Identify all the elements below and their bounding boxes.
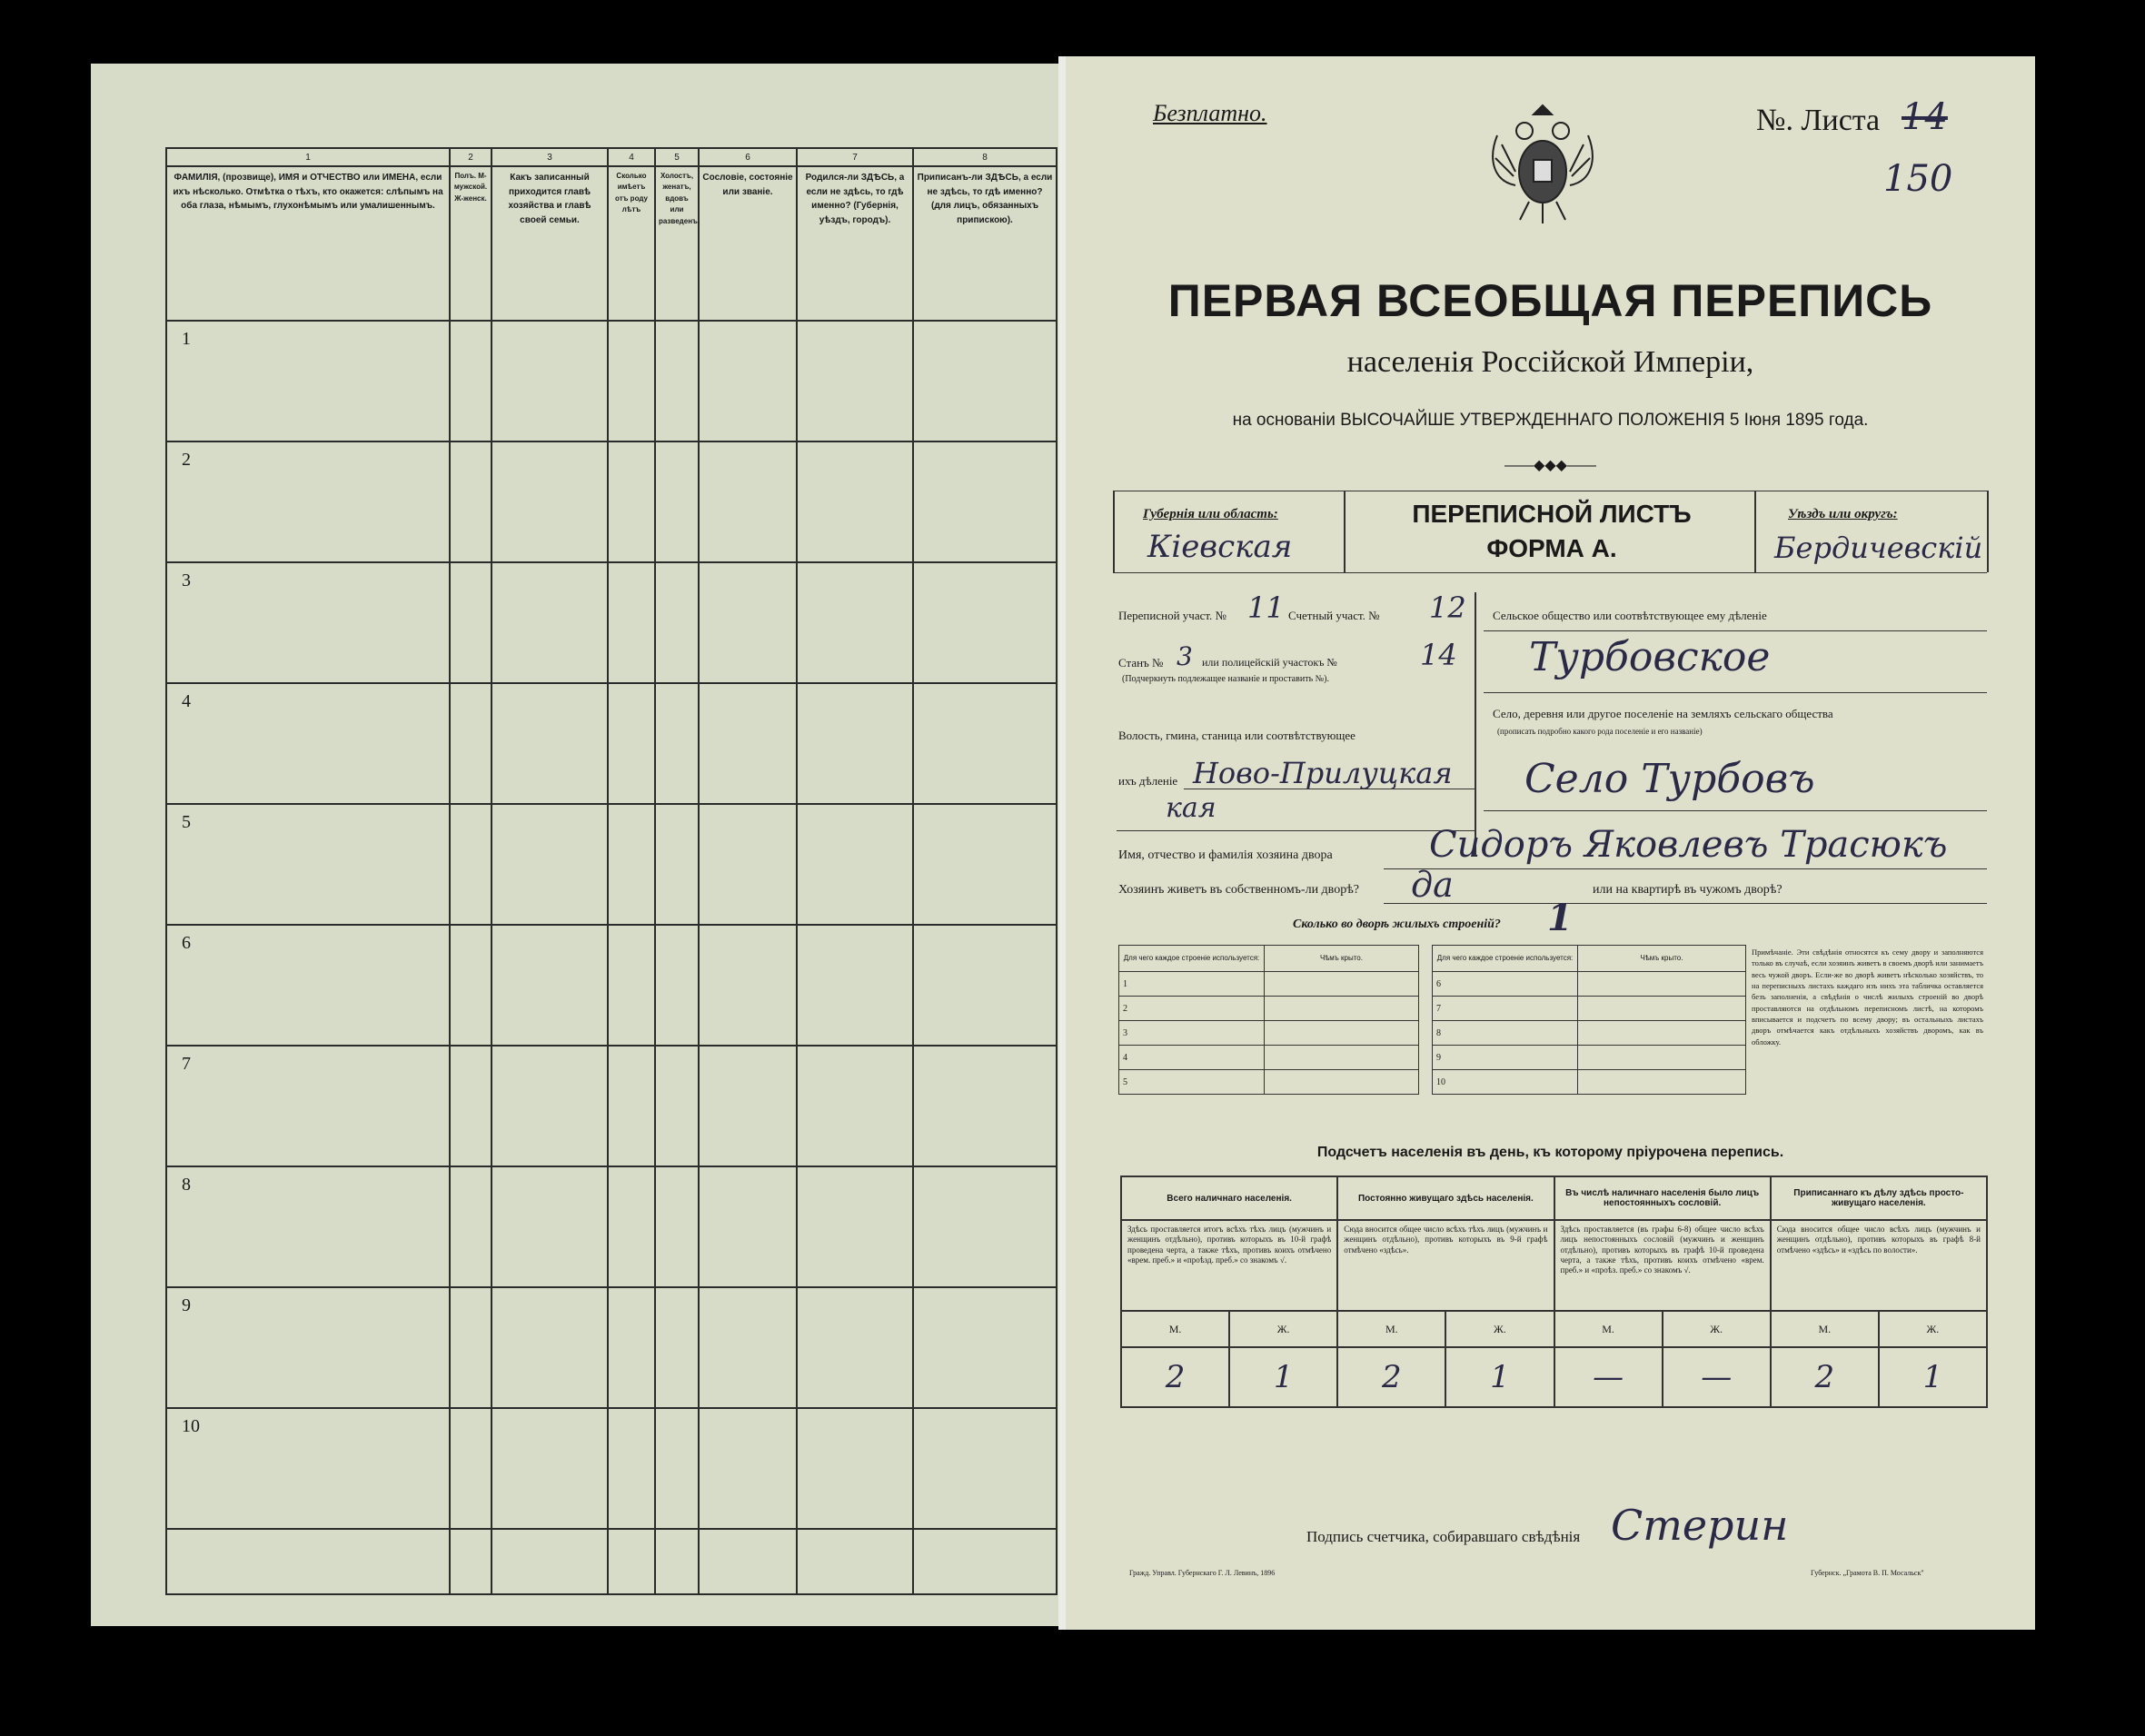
- table-cell: [450, 562, 492, 683]
- table-cell: [913, 925, 1057, 1046]
- building-number: 2: [1119, 997, 1265, 1021]
- table-cell: [608, 1287, 655, 1408]
- row-number: 1: [166, 321, 450, 441]
- table-row: [166, 1166, 1057, 1287]
- building-number: 8: [1433, 1021, 1578, 1046]
- volost-value-1: Ново-Прилуцкая: [1193, 756, 1453, 790]
- stan-label: Станъ №: [1118, 656, 1164, 670]
- total-male-value: 2: [1121, 1347, 1229, 1407]
- table-cell: [797, 1166, 913, 1287]
- building-number: 6: [1433, 972, 1578, 997]
- header-estate: Сословіе, состояніе или званіе.: [699, 166, 797, 321]
- table-cell: [797, 562, 913, 683]
- volost-value-2: кая: [1166, 792, 1216, 824]
- table-cell: [699, 321, 797, 441]
- building-roof: [1265, 1021, 1419, 1046]
- table-cell: [450, 1408, 492, 1529]
- building-roof: [1578, 1070, 1746, 1095]
- building-roof: [1265, 1070, 1419, 1095]
- volost-label: Волость, гмина, станица или соотвѣтствующее: [1118, 729, 1356, 742]
- census-section-label: Переписной участ. №: [1118, 609, 1226, 622]
- population-count-table: [1120, 1176, 1988, 1408]
- village-note: (прописать подробно какого рода поселеніе и его названіе): [1497, 727, 1703, 736]
- table-cell: [608, 683, 655, 804]
- table-cell: [655, 321, 699, 441]
- table-cell: [655, 683, 699, 804]
- count-section-label: Счетный участ. №: [1288, 609, 1380, 622]
- table-cell: [699, 925, 797, 1046]
- permanent-male-value: 2: [1337, 1347, 1445, 1407]
- building-roof: [1578, 997, 1746, 1021]
- census-title: ПЕРВАЯ ВСЕОБЩАЯ ПЕРЕПИСЬ: [1167, 275, 1933, 326]
- count-header-permanent: Постоянно живущаго здѣсь населенія.: [1337, 1176, 1554, 1220]
- count-title: Подсчетъ населенія въ день, къ которому пріурочена перепись.: [1316, 1145, 1784, 1160]
- header-marital: Холостъ, женатъ, вдовъ или разведенъ.: [655, 166, 699, 321]
- building-roof: [1265, 972, 1419, 997]
- table-cell: [655, 441, 699, 562]
- male-label: М.: [1554, 1311, 1663, 1347]
- table-cell: [699, 683, 797, 804]
- spacer: [1419, 1046, 1433, 1070]
- table-cell: [797, 804, 913, 925]
- building-roof: [1578, 1046, 1746, 1070]
- table-cell: [797, 321, 913, 441]
- free-label: Безплатно.: [1153, 100, 1267, 126]
- owner-label: Имя, отчество и фамилія хозяина двора: [1118, 848, 1333, 862]
- table-cell: [608, 1166, 655, 1287]
- column-header-row: [166, 166, 1057, 321]
- census-section-value: 11: [1247, 590, 1285, 625]
- table-cell: [699, 441, 797, 562]
- table-cell: [492, 441, 608, 562]
- spacer: [1419, 1070, 1433, 1095]
- printer-footer-right: Губернск. „Грамота В. П. Мосальск": [1811, 1569, 1924, 1577]
- table-cell: [608, 441, 655, 562]
- table-cell: [608, 804, 655, 925]
- female-label: Ж.: [1229, 1311, 1337, 1347]
- spacer: [1419, 1021, 1433, 1046]
- table-cell: [608, 925, 655, 1046]
- male-label: М.: [1337, 1311, 1445, 1347]
- table-cell: [699, 1046, 797, 1166]
- table-cell: [450, 925, 492, 1046]
- table-row: [166, 683, 1057, 804]
- spacer: [1419, 972, 1433, 997]
- lives-own-value: да: [1411, 865, 1454, 905]
- table-cell: [492, 925, 608, 1046]
- table-cell: [699, 1287, 797, 1408]
- female-label: Ж.: [1879, 1311, 1987, 1347]
- spacer: [1419, 997, 1433, 1021]
- header-age: Сколько имѣетъ отъ роду лѣтъ: [608, 166, 655, 321]
- row-number: 3: [166, 562, 450, 683]
- table-cell: [450, 1287, 492, 1408]
- male-label: М.: [1771, 1311, 1879, 1347]
- signature-value: Стерин: [1611, 1501, 1789, 1550]
- table-cell: [913, 1408, 1057, 1529]
- table-cell: [913, 1287, 1057, 1408]
- column-number: 3: [492, 148, 608, 166]
- row-number: 2: [166, 441, 450, 562]
- table-row: [166, 1287, 1057, 1408]
- stan-value: 3: [1177, 641, 1193, 671]
- table-cell: [450, 683, 492, 804]
- building-roof-header: Чѣмъ крыто.: [1265, 946, 1419, 972]
- table-cell: [450, 804, 492, 925]
- row-number: 5: [166, 804, 450, 925]
- table-row: [166, 804, 1057, 925]
- owner-value: Сидоръ Яковлевъ Трасюкъ: [1429, 824, 1948, 866]
- volost-label-2: ихъ дѣленіе: [1118, 774, 1178, 788]
- uezd-value: Бердичевскій: [1774, 531, 1983, 565]
- building-roof: [1578, 1021, 1746, 1046]
- row-number: 8: [166, 1166, 450, 1287]
- table-row: [166, 562, 1057, 683]
- buildings-note: Примѣчаніе. Эти свѣдѣнія относятся къ сему двору и заполняются только въ случаѣ, если хозяинъ живетъ в своемъ дворѣ или занимаетъ весь чужой дворъ. Если-же во дворѣ живетъ нѣсколько хозяйствъ, то на переписныхъ листахъ каждаго изъ нихъ эта табличка оставляется безъ заполненія, а свѣдѣнія о числѣ жилыхъ строеній во дворѣ проставляются на отдѣльномъ переписномъ листѣ, на которомъ вписывается и подсчетъ по всему двору; въ остальныхъ листахъ дворъ отмѣчается какъ отдѣльныхъ хозяйствъ дворомъ, как въ обложку.: [1752, 947, 1983, 1047]
- row-number: 9: [166, 1287, 450, 1408]
- table-cell: [492, 1287, 608, 1408]
- count-desc-registered: Сюда вносится общее число всѣхъ лицъ (мужчинъ и женщинъ отдѣльно), противъ которыхъ въ графѣ 8-й отмѣчено «здѣсь» и «здѣсь по волости».: [1771, 1220, 1987, 1311]
- table-cell: [450, 321, 492, 441]
- header-registration: Приписанъ-ли ЗДѢСЬ, а если не здѣсь, то гдѣ именно? (для лицъ, обязанныхъ припискою).: [913, 166, 1057, 321]
- table-cell: [913, 804, 1057, 925]
- lives-own-label: Хозяинъ живетъ въ собственномъ-ли дворѣ?: [1118, 883, 1360, 897]
- building-roof: [1578, 972, 1746, 997]
- table-cell: [450, 1046, 492, 1166]
- table-row: [166, 1408, 1057, 1529]
- gubernia-value: Кіевская: [1147, 529, 1293, 565]
- building-number: 7: [1433, 997, 1578, 1021]
- count-header-transient: Въ числѣ наличнаго населенія было лицъ непостоянныхъ сословій.: [1554, 1176, 1771, 1220]
- table-cell: [655, 562, 699, 683]
- table-cell: [797, 925, 913, 1046]
- female-label: Ж.: [1445, 1311, 1554, 1347]
- table-cell: [699, 1166, 797, 1287]
- permanent-female-value: 1: [1445, 1347, 1554, 1407]
- table-cell: [655, 1408, 699, 1529]
- header-relation: Какъ записанный приходится главѣ хозяйства и главѣ своей семьи.: [492, 166, 608, 321]
- table-cell: [913, 683, 1057, 804]
- table-cell: [699, 804, 797, 925]
- society-label: Сельское общество или соотвѣтствующее ему дѣленіе: [1493, 609, 1767, 622]
- society-value: Турбовское: [1529, 634, 1771, 680]
- table-cell: [655, 804, 699, 925]
- column-number-row: [166, 148, 1057, 166]
- female-label: Ж.: [1663, 1311, 1771, 1347]
- table-cell: [699, 1408, 797, 1529]
- village-value: Село Турбовъ: [1524, 756, 1815, 802]
- left-page: [91, 64, 1058, 1626]
- column-number: 5: [655, 148, 699, 166]
- table-cell: [797, 1046, 913, 1166]
- table-cell: [492, 562, 608, 683]
- building-row: [1119, 997, 1746, 1021]
- building-row: [1119, 1021, 1746, 1046]
- table-cell: [492, 1046, 608, 1166]
- table-cell: [608, 1046, 655, 1166]
- table-cell: [608, 562, 655, 683]
- count-header-registered: Приписаннаго къ дѣлу здѣсь просто- живущаго населенія.: [1771, 1176, 1987, 1220]
- form-title-2: ФОРМА А.: [1486, 534, 1617, 562]
- table-cell: [913, 562, 1057, 683]
- total-female-value: 1: [1229, 1347, 1337, 1407]
- building-number: 9: [1433, 1046, 1578, 1070]
- signature-label: Подпись счетчика, собиравшаго свѣдѣнія: [1306, 1528, 1581, 1545]
- header-birthplace: Родился-ли ЗДѢСЬ, а если не здѣсь, то гдѣ именно? (Губернія, уѣздъ, городъ).: [797, 166, 913, 321]
- row-number: 4: [166, 683, 450, 804]
- column-number: 4: [608, 148, 655, 166]
- right-page: [1058, 56, 2035, 1630]
- building-roof-header: Чѣмъ крыто.: [1578, 946, 1746, 972]
- buildings-label: Сколько во дворѣ жилыхъ строеній?: [1293, 918, 1501, 931]
- table-cell: [913, 321, 1057, 441]
- table-cell: [492, 321, 608, 441]
- count-desc-transient: Здѣсь проставляется (въ графы 6-8) общее число всѣхъ лицъ непостоянныхъ сословій (мужчинъ и женщинъ отдѣльно), противъ которыхъ въ графѣ 10-й проведена черта, а также тѣхъ, противъ коихъ отмѣчено «врем. преб.» и «проѣз. преб.» со знакомъ √.: [1554, 1220, 1771, 1311]
- village-label: Село, деревня или другое поселеніе на земляхъ сельскаго общества: [1493, 707, 1833, 720]
- uezd-label: Уѣздъ или округъ:: [1788, 507, 1898, 521]
- registered-male-value: 2: [1771, 1347, 1879, 1407]
- column-number: 2: [450, 148, 492, 166]
- table-cell: [655, 925, 699, 1046]
- column-number: 7: [797, 148, 913, 166]
- building-number: 10: [1433, 1070, 1578, 1095]
- table-cell: [699, 562, 797, 683]
- census-basis: на основаніи ВЫСОЧАЙШЕ УТВЕРЖДЕННАГО ПОЛОЖЕНІЯ 5 Іюня 1895 года.: [1232, 411, 1869, 430]
- count-desc-permanent: Сюда вносится общее число всѣхъ тѣхъ лицъ (мужчинъ и женщинъ отдѣльно), противъ которыхъ въ 9-й графѣ отмѣчено «здѣсь».: [1337, 1220, 1554, 1311]
- table-cell: [450, 441, 492, 562]
- table-cell: [492, 804, 608, 925]
- table-cell: [797, 1408, 913, 1529]
- form-title-1: ПЕРЕПИСНОЙ ЛИСТЪ: [1412, 500, 1692, 528]
- table-cell: [608, 1408, 655, 1529]
- building-number: 5: [1119, 1070, 1265, 1095]
- gubernia-label: Губернія или область:: [1143, 507, 1278, 521]
- sheet-number-value: 14: [1902, 96, 1948, 138]
- lives-rent-label: или на квартирѣ въ чужомъ дворѣ?: [1593, 883, 1783, 897]
- table-cell: [797, 441, 913, 562]
- sheet-number-extra: 150: [1883, 158, 1953, 200]
- table-cell: [655, 1287, 699, 1408]
- printer-footer-left: Гражд. Управл. Губернскаго Г. Л. Левинъ, 1896: [1129, 1569, 1276, 1577]
- building-number: 3: [1119, 1021, 1265, 1046]
- building-roof: [1265, 1046, 1419, 1070]
- table-cell: [913, 1166, 1057, 1287]
- table-cell: [797, 1287, 913, 1408]
- buildings-value: 1: [1547, 897, 1573, 939]
- table-cell: [655, 1046, 699, 1166]
- registered-female-value: 1: [1879, 1347, 1987, 1407]
- ornament: ——◆◆◆——: [1504, 458, 1596, 473]
- table-row: [166, 1046, 1057, 1166]
- table-row: [166, 925, 1057, 1046]
- building-row: [1119, 972, 1746, 997]
- table-tail-row: [166, 1529, 1057, 1594]
- transient-female-value: —: [1663, 1347, 1771, 1407]
- underline-note: (Подчеркнуть подлежащее названіе и проставить №).: [1122, 674, 1329, 684]
- building-roof: [1265, 997, 1419, 1021]
- count-header-total: Всего наличнаго населенія.: [1121, 1176, 1337, 1220]
- census-records-table: [165, 147, 1058, 1595]
- header-name: ФАМИЛІЯ, (прозвище), ИМЯ и ОТЧЕСТВО или ИМЕНА, если ихъ нѣсколько. Отмѣтка о тѣхъ, кто окажется: слѣпымъ на оба глаза, нѣмымъ, глухонѣмымъ или умалишеннымъ.: [166, 166, 450, 321]
- table-row: [166, 321, 1057, 441]
- row-number: 6: [166, 925, 450, 1046]
- buildings-table: [1118, 945, 1746, 1095]
- table-cell: [450, 1166, 492, 1287]
- building-use-header: Для чего каждое строеніе используется:: [1433, 946, 1578, 972]
- table-cell: [797, 683, 913, 804]
- police-value: 14: [1420, 638, 1457, 672]
- table-row: [166, 441, 1057, 562]
- table-cell: [913, 441, 1057, 562]
- building-row: [1119, 1046, 1746, 1070]
- sheet-number-label: №. Листа: [1756, 104, 1881, 137]
- police-label: или полицейскій участокъ №: [1202, 656, 1337, 669]
- row-number: 7: [166, 1046, 450, 1166]
- table-cell: [608, 321, 655, 441]
- table-cell: [492, 1166, 608, 1287]
- building-use-header: Для чего каждое строеніе используется:: [1119, 946, 1265, 972]
- double-headed-eagle-emblem: [1479, 94, 1606, 231]
- table-cell: [492, 1408, 608, 1529]
- count-section-value: 12: [1429, 590, 1466, 625]
- table-cell: [492, 683, 608, 804]
- column-number: 1: [166, 148, 450, 166]
- table-cell: [655, 1166, 699, 1287]
- row-number: 10: [166, 1408, 450, 1529]
- transient-male-value: —: [1554, 1347, 1663, 1407]
- building-number: 4: [1119, 1046, 1265, 1070]
- building-row: [1119, 1070, 1746, 1095]
- census-subtitle: населенія Россійской Имперіи,: [1346, 345, 1754, 379]
- table-cell: [913, 1046, 1057, 1166]
- header-sex: Полъ. М-мужской. Ж-женск.: [450, 166, 492, 321]
- column-number: 6: [699, 148, 797, 166]
- column-number: 8: [913, 148, 1057, 166]
- male-label: М.: [1121, 1311, 1229, 1347]
- building-number: 1: [1119, 972, 1265, 997]
- count-desc-total: Здѣсь проставляется итогъ всѣхъ тѣхъ лицъ (мужчинъ и женщинъ отдѣльно), противъ которыхъ въ 10-й графѣ проведена черта, а также тѣхъ, противъ коихъ отмѣчено «врем. преб.» и «проѣзд. преб.» со знакомъ √.: [1121, 1220, 1337, 1311]
